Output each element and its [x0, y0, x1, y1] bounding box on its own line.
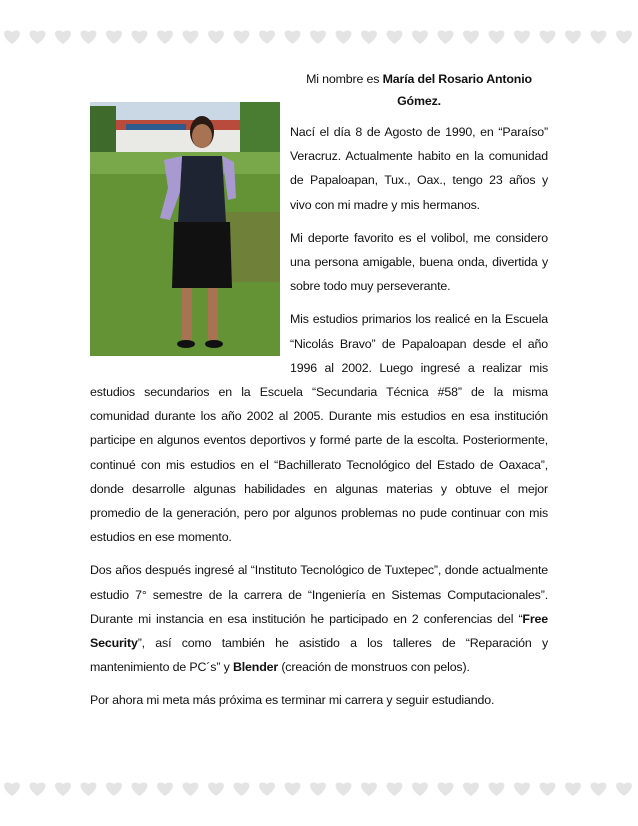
- university-text-2: ”, así como también he asistido a los talleres de “Reparación y mantenimiento de PC´s” y: [90, 636, 548, 675]
- heart-icon: [106, 31, 122, 44]
- paragraph-studies: Mis estudios primarios los realicé en la Escuela “Nicolás Bravo” de Papaloapan desde el año 1996 al 2002. Luego ingresé a realizar mis estudios secundarios en la Escuela “Secundaria Técnica #58” de la misma comunidad durante los año 2002 al 2005. Durante mis estudios en esa institución participe en algunos eventos deportivos y formé parte de la escolta. Posteriormente, continué con mis estudios en el “Bachillerato Tecnológico del Estado de Oaxaca”, donde desarrolle algunas habilidades en algunas materias y obtuve el mejor promedio de la generación, pero por algunos problemas no pude continuar con mis estudios en ese momento.: [90, 312, 548, 545]
- heart-icon: [463, 783, 479, 796]
- heart-icon: [438, 31, 454, 44]
- heart-icon: [132, 31, 148, 44]
- intro-prefix: Mi nombre es: [306, 72, 383, 86]
- paragraph-goal: Por ahora mi meta más próxima es terminar mi carrera y seguir estudiando.: [90, 693, 495, 708]
- heart-icon: [81, 783, 97, 796]
- heart-icon: [310, 783, 326, 796]
- heart-icon: [361, 783, 377, 796]
- heart-icon: [616, 31, 632, 44]
- heart-icon: [438, 783, 454, 796]
- heart-icon: [4, 783, 20, 796]
- heart-icon: [4, 31, 20, 44]
- heart-icon: [55, 31, 71, 44]
- heart-icon: [514, 783, 530, 796]
- heart-icon: [234, 783, 250, 796]
- heart-icon: [208, 783, 224, 796]
- heart-icon: [565, 783, 581, 796]
- heart-icon: [361, 31, 377, 44]
- free-security-bold: Free Security: [90, 611, 548, 651]
- heart-icon: [540, 783, 556, 796]
- heart-icon: [55, 783, 71, 796]
- university-text-3: (creación de monstruos con pelos).: [278, 660, 470, 675]
- heart-icon: [463, 31, 479, 44]
- heart-icon: [591, 31, 607, 44]
- heart-icon: [81, 31, 97, 44]
- heart-icon: [183, 783, 199, 796]
- heart-icon: [591, 783, 607, 796]
- heart-icon: [285, 783, 301, 796]
- university-text-1: Dos años después ingresé al “Instituto Tecnológico de Tuxtepec”, donde actualmente estudio 7° semestre de la carrera de “Ingeniería en Sistemas Computacionales”. Durante mi instancia en esa institución he participado en 2 conferencias del “: [90, 563, 548, 626]
- paragraph-hobbies: Mi deporte favorito es el volibol, me considero una persona amigable, buena onda, divertida y sobre todo muy perseverante.: [290, 230, 548, 294]
- heart-icon: [412, 31, 428, 44]
- heart-border-icon: [0, 24, 638, 48]
- heart-icon: [310, 31, 326, 44]
- heart-border-icon: [0, 776, 638, 800]
- heart-icon: [489, 783, 505, 796]
- heart-icon: [387, 783, 403, 796]
- portrait-image: [90, 102, 280, 356]
- heart-icon: [412, 783, 428, 796]
- heart-icon: [259, 31, 275, 44]
- paragraph-birth: Nací el día 8 de Agosto de 1990, en “Paraíso” Veracruz. Actualmente habito en la comunidad de Papaloapan, Tux., Oax., tengo 23 años y vivo con mi madre y mis hermanos.: [290, 125, 548, 212]
- heart-icon: [489, 31, 505, 44]
- heart-icon: [30, 31, 46, 44]
- heart-icon: [514, 31, 530, 44]
- heart-icon: [157, 31, 173, 44]
- heart-icon: [387, 31, 403, 44]
- heart-icon: [565, 31, 581, 44]
- heart-icon: [157, 783, 173, 796]
- heart-icon: [616, 783, 632, 796]
- heart-icon: [285, 31, 301, 44]
- heart-icon: [183, 31, 199, 44]
- heart-icon: [259, 783, 275, 796]
- heart-icon: [234, 31, 250, 44]
- document-body: [90, 68, 548, 722]
- heart-icon: [30, 783, 46, 796]
- blender-bold: Blender: [232, 660, 279, 675]
- heart-icon: [540, 31, 556, 44]
- top-heart-border: [0, 24, 638, 48]
- intro-heading: [280, 68, 548, 112]
- bottom-heart-border: [0, 776, 638, 800]
- heart-icon: [208, 31, 224, 44]
- portrait-photo: [90, 102, 280, 356]
- heart-icon: [336, 31, 352, 44]
- heart-icon: [106, 783, 122, 796]
- heart-icon: [336, 783, 352, 796]
- paragraph-university: [90, 558, 548, 679]
- author-name: María del Rosario Antonio Gómez.: [382, 72, 532, 108]
- heart-icon: [132, 783, 148, 796]
